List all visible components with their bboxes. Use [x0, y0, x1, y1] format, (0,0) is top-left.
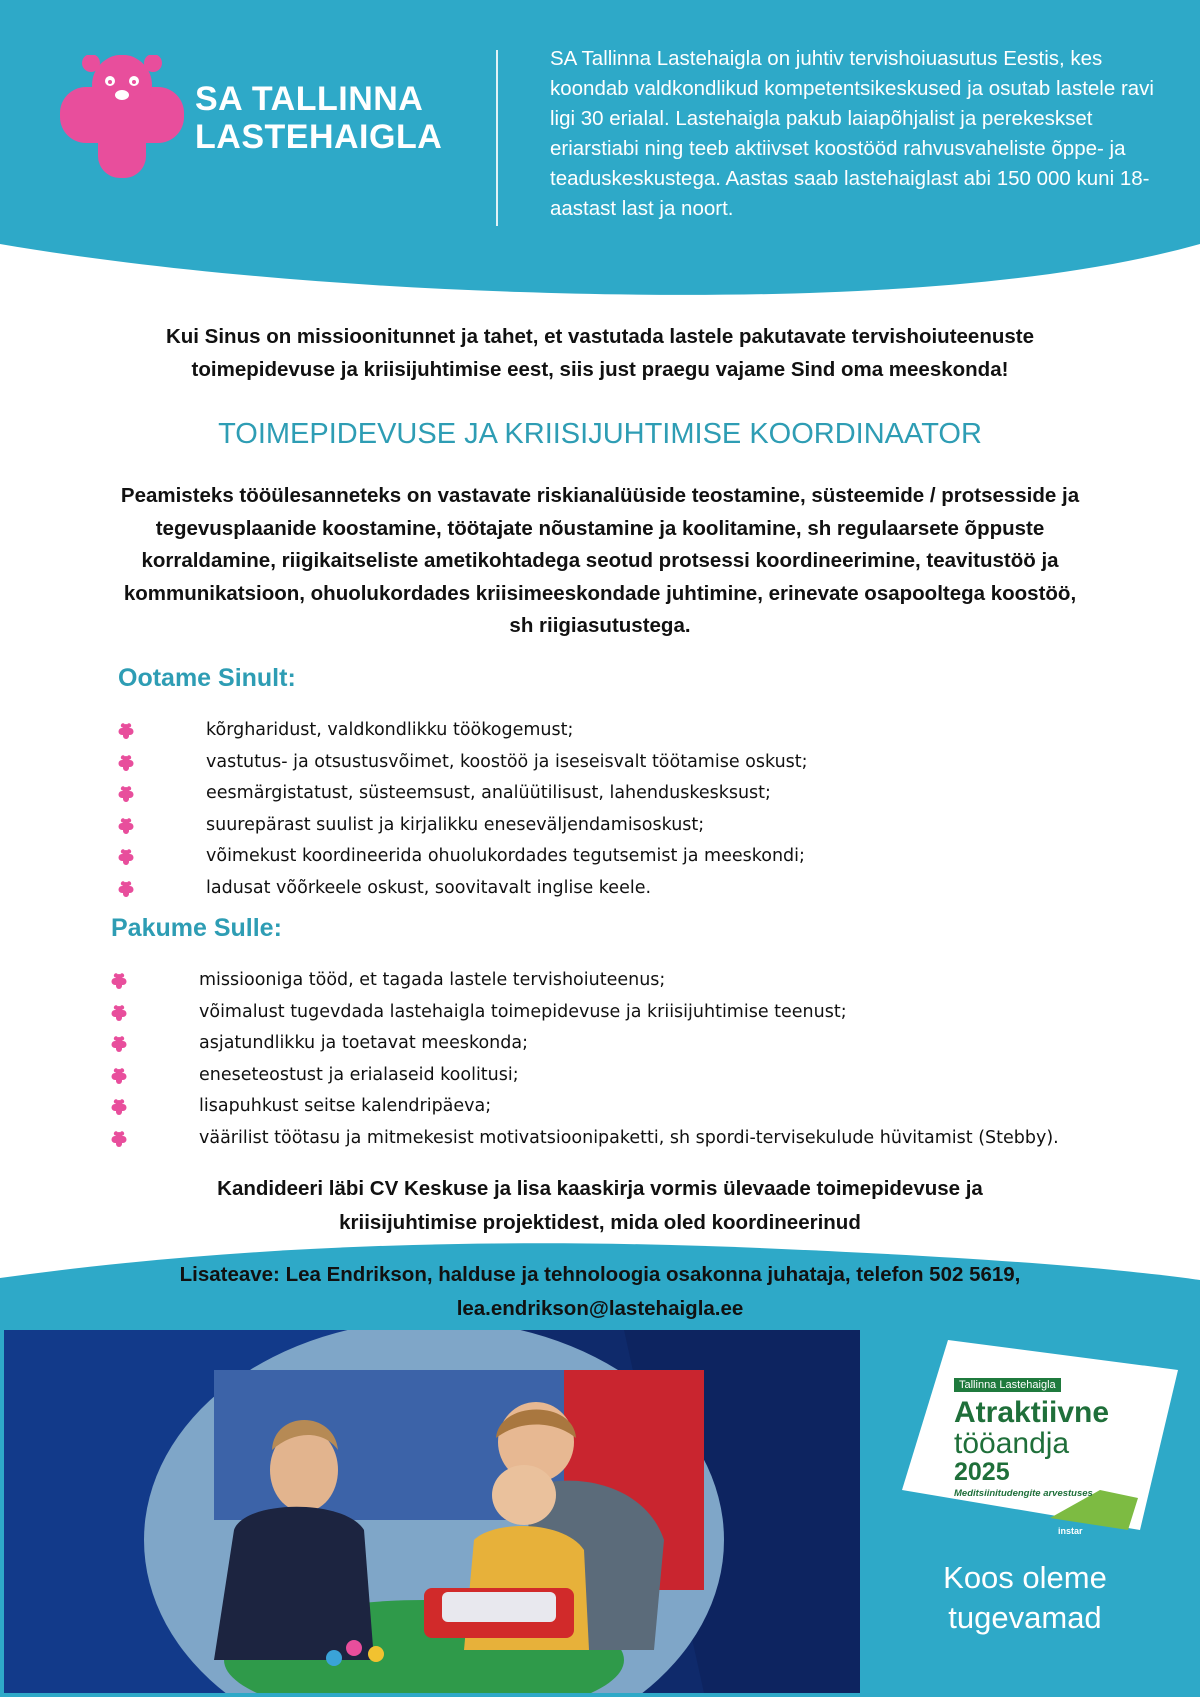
- bullet-cross-icon: [111, 1005, 127, 1021]
- list-item-text: vastutus- ja otsustusvõimet, koostöö ja iseseisvalt töötamise oskust;: [206, 751, 808, 772]
- slogan: [905, 1558, 1145, 1638]
- badge-year: 2025: [954, 1458, 1010, 1486]
- bullet-cross-icon: [118, 818, 134, 834]
- badge-brand: instar: [1058, 1526, 1083, 1536]
- list-item-text: eesmärgistatust, süsteemsust, analüütilisust, lahenduskesksust;: [206, 783, 771, 804]
- list-item-text: lisapuhkust seitse kalendripäeva;: [199, 1096, 492, 1117]
- list-item: [118, 715, 1118, 747]
- brand-name-line1: SA TALLINNA: [195, 80, 424, 118]
- contact-email[interactable]: lea.endrikson@lastehaigla.ee: [456, 1297, 744, 1320]
- list-item: [118, 778, 1118, 810]
- offer-list: [111, 965, 1171, 1155]
- bullet-cross-icon: [111, 1131, 127, 1147]
- bullet-cross-icon: [111, 1036, 127, 1052]
- team-photo: [4, 1330, 860, 1693]
- list-item-text: eneseteostust ja erialaseid koolitusi;: [199, 1064, 519, 1085]
- list-item: [111, 965, 1171, 997]
- brand-name: [195, 80, 442, 156]
- badge-subtitle: tööandja: [954, 1427, 1070, 1460]
- list-item: [111, 1123, 1171, 1155]
- badge-caption: Meditsiinitudengite arvestuses: [954, 1488, 1093, 1499]
- bullet-cross-icon: [111, 973, 127, 989]
- bullet-cross-icon: [111, 1099, 127, 1115]
- list-item-text: võimalust tugevdada lastehaigla toimepidevuse ja kriisijuhtimise teenust;: [199, 1001, 847, 1022]
- header-divider: [496, 50, 498, 226]
- slogan-line2: tugevamad: [948, 1600, 1102, 1635]
- bullet-cross-icon: [118, 755, 134, 771]
- list-item: [118, 747, 1118, 779]
- badge-tag: Tallinna Lastehaigla: [954, 1378, 1061, 1392]
- lead-text: Kui Sinus on missioonitunnet ja tahet, et vastutada lastele pakutavate tervishoiuteenuste toimepidevuse ja kriisijuhtimise eest, siis just praegu vajame Sind oma meeskonda!: [165, 325, 1035, 381]
- slogan-line1: Koos oleme: [943, 1560, 1107, 1595]
- badge-title: Atraktiivne: [954, 1396, 1110, 1429]
- brand-name-line2: LASTEHAIGLA: [195, 118, 443, 156]
- bullet-cross-icon: [118, 723, 134, 739]
- duties-text: Peamisteks tööülesanneteks on vastavate riskianalüüside teostamine, süsteemide / protsesside ja tegevusplaanide koostamine, töötajate nõustamine ja koolitamine, sh regulaarsete õppuste korraldamine, riigikaitseliste ametikohtadega seotud protsessi koordineerimine, teavitustöö ja kommunikatsioon, ohuolukordades kriisimeeskondade juhtimine, erinevate osapooltega koostöö, sh riigiasutustega.: [120, 484, 1080, 637]
- list-item: [118, 841, 1118, 873]
- contact-line: Lisateave: Lea Endrikson, halduse ja tehnoloogia osakonna juhataja, telefon 502 5619,: [179, 1263, 1021, 1286]
- bullet-cross-icon: [118, 849, 134, 865]
- bullet-cross-icon: [118, 881, 134, 897]
- expect-heading: Ootame Sinult:: [118, 664, 296, 692]
- offer-heading: Pakume Sulle:: [111, 914, 282, 942]
- list-item: [111, 1091, 1171, 1123]
- expect-list: [118, 715, 1118, 905]
- list-item-text: väärilist töötasu ja mitmekesist motivatsioonipaketti, sh spordi-tervisekulude hüvitamist (Stebby).: [199, 1127, 1059, 1148]
- list-item-text: missiooniga tööd, et tagada lastele tervishoiuteenus;: [199, 970, 666, 990]
- bullet-cross-icon: [111, 1068, 127, 1084]
- list-item: [111, 1060, 1171, 1092]
- bullet-cross-icon: [118, 786, 134, 802]
- apply-text: Kandideeri läbi CV Keskuse ja lisa kaaskirja vormis ülevaade toimepidevuse ja kriisijuhtimise projektidest, mida oled koordineerinud: [217, 1177, 983, 1234]
- list-item-text: kõrgharidust, valdkondlikku töökogemust;: [206, 720, 574, 740]
- list-item-text: suurepärast suulist ja kirjalikku eneseväljendamisoskust;: [206, 814, 705, 835]
- list-item: [118, 810, 1118, 842]
- list-item-text: võimekust koordineerida ohuolukordades tegutsemist ja meeskondi;: [206, 846, 805, 867]
- list-item-text: ladusat võõrkeele oskust, soovitavalt inglise keele.: [206, 877, 652, 898]
- list-item: [118, 873, 1118, 905]
- list-item: [111, 1028, 1171, 1060]
- list-item: [111, 997, 1171, 1029]
- contact-info: [120, 1258, 1080, 1326]
- list-item-text: asjatundlikku ja toetavat meeskonda;: [199, 1033, 528, 1054]
- job-title: TOIMEPIDEVUSE JA KRIISIJUHTIMISE KOORDINAATOR: [218, 418, 982, 450]
- intro-text: SA Tallinna Lastehaigla on juhtiv tervishoiuasutus Eestis, kes koondab valdkondlikud kompetentsikeskused ja osutab lastele ravi ligi 30 erialal. Lastehaigla pakub laiapõhjalist ja perekeskset eriarstiabi ning teeb aktiivset koostööd rahvusvaheliste õppe- ja teaduskeskustega. Aastas saab lastehaiglast abi 150 000 kuni 18-aastast last ja noort.: [550, 47, 1154, 220]
